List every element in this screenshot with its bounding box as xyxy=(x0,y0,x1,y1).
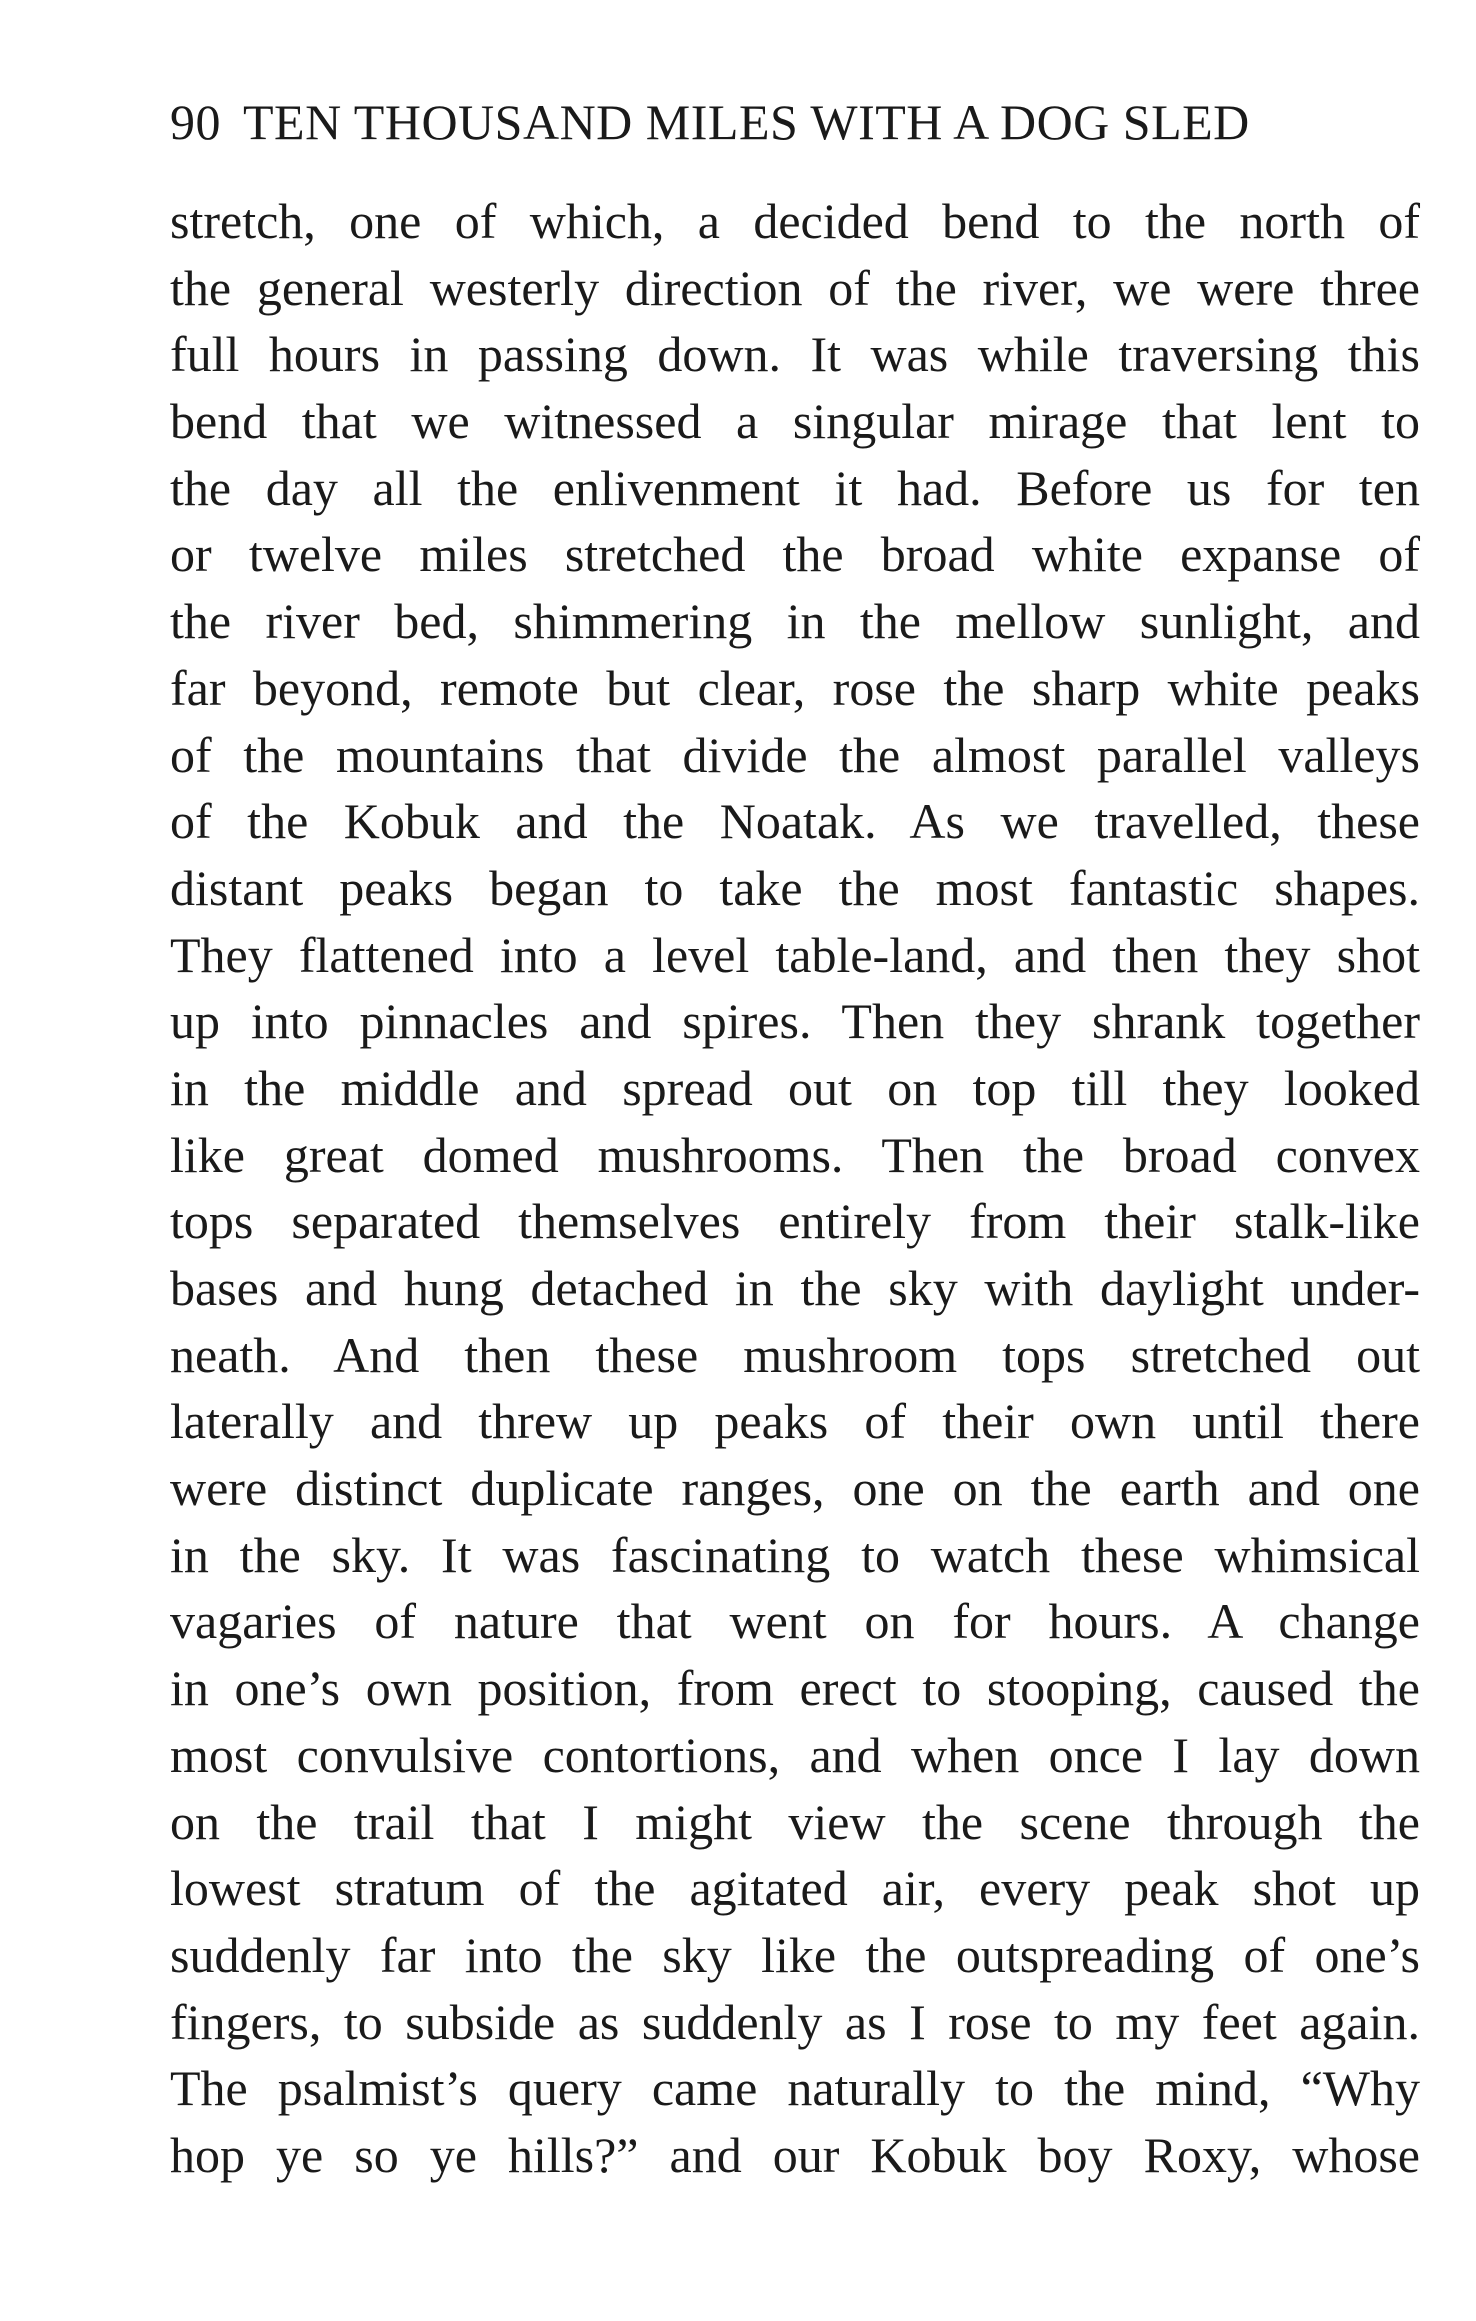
text-line: or twelve miles stretched the broad white expanse of xyxy=(170,526,1420,583)
text-line: hop ye so ye hills?” and our Kobuk boy Roxy, whose xyxy=(170,2126,1420,2183)
text-line: stretch, one of which, a decided bend to the north of xyxy=(170,193,1420,249)
text-line: neath. And then these mushroom tops stretched out xyxy=(170,1326,1420,1383)
text-line: up into pinnacles and spires. Then they shrank together xyxy=(170,993,1420,1050)
text-line: in the sky. It was fascinating to watch these whimsical xyxy=(170,1526,1420,1583)
text-line: the day all the enlivenment it had. Before us for ten xyxy=(170,459,1420,516)
body-text xyxy=(170,188,1420,2189)
text-line: on the trail that I might view the scene through the xyxy=(170,1793,1420,1850)
page-number: 90 xyxy=(170,94,221,150)
text-line: lowest stratum of the agitated air, every peak shot up xyxy=(170,1860,1420,1917)
text-line: far beyond, remote but clear, rose the sharp white peaks xyxy=(170,659,1420,716)
text-line: were distinct duplicate ranges, one on the earth and one xyxy=(170,1460,1420,1517)
text-line: bend that we witnessed a singular mirage that lent to xyxy=(170,393,1420,450)
text-line: distant peaks began to take the most fantastic shapes. xyxy=(170,859,1420,916)
text-line: full hours in passing down. It was while traversing this xyxy=(170,326,1420,383)
text-line: of the mountains that divide the almost parallel valleys xyxy=(170,726,1420,783)
text-line: most convulsive contortions, and when once I lay down xyxy=(170,1726,1420,1783)
running-head xyxy=(170,92,1420,152)
text-line: like great domed mushrooms. Then the broad convex xyxy=(170,1126,1420,1183)
text-line: fingers, to subside as suddenly as I rose to my feet again. xyxy=(170,1993,1420,2050)
text-line: the river bed, shimmering in the mellow sunlight, and xyxy=(170,593,1420,650)
text-line: suddenly far into the sky like the outspreading of one’s xyxy=(170,1926,1420,1983)
text-line: the general westerly direction of the river, we were three xyxy=(170,259,1420,316)
text-line: The psalmist’s query came naturally to the mind, “Why xyxy=(170,2060,1420,2117)
text-line: They flattened into a level table-land, and then they shot xyxy=(170,926,1420,983)
text-line: in one’s own position, from erect to stooping, caused the xyxy=(170,1660,1420,1717)
text-line: in the middle and spread out on top till they looked xyxy=(170,1059,1420,1116)
running-head-title: TEN THOUSAND MILES WITH A DOG SLED xyxy=(243,94,1250,150)
text-line: laterally and threw up peaks of their own until there xyxy=(170,1393,1420,1450)
text-line: vagaries of nature that went on for hours. A change xyxy=(170,1593,1420,1650)
text-line: tops separated themselves entirely from their stalk-like xyxy=(170,1193,1420,1250)
text-line: bases and hung detached in the sky with daylight under- xyxy=(170,1260,1420,1316)
text-line: of the Kobuk and the Noatak. As we travelled, these xyxy=(170,793,1420,850)
